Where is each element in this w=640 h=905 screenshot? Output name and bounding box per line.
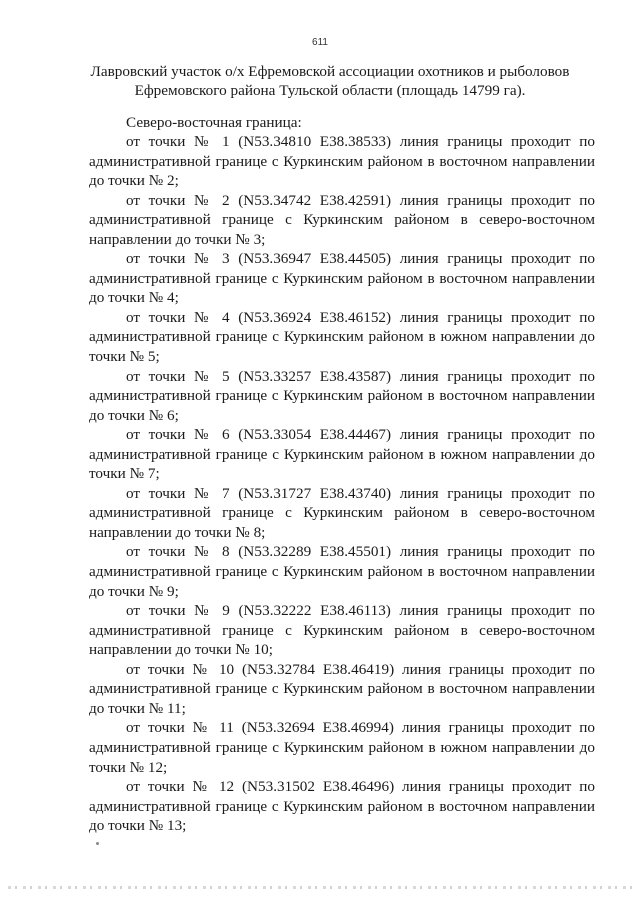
boundary-paragraph: от точки № 9 (N53.32222 E38.46113) линия границы проходит по административной границе с Куркинским районом в северо-восточном направлении до точки № 10;: [89, 602, 595, 659]
boundary-paragraph: от точки № 10 (N53.32784 E38.46419) линия границы проходит по административной границе с Куркинским районом в восточном направлении до точки № 11;: [89, 660, 595, 717]
boundary-paragraph: от точки № 6 (N53.33054 E38.44467) линия границы проходит по административной границе с Куркинским районом в южном направлении до точки № 7;: [89, 426, 595, 483]
boundary-description: [89, 132, 595, 836]
scan-speck: [96, 842, 99, 845]
boundary-paragraph: от точки № 12 (N53.31502 E38.46496) линия границы проходит по административной границе с Куркинским районом в восточном направлении до точки № 13;: [89, 778, 595, 835]
boundary-paragraph: от точки № 4 (N53.36924 E38.46152) линия границы проходит по административной границе с Куркинским районом в южном направлении до точки № 5;: [89, 308, 595, 366]
section-heading: Северо-восточная граница:: [126, 114, 302, 131]
boundary-paragraph: от точки № 7 (N53.31727 E38.43740) линия границы проходит по административной границе с Куркинским районом в северо-восточном направлении до точки № 8;: [89, 484, 595, 541]
boundary-paragraph: от точки № 1 (N53.34810 E38.38533) линия границы проходит по административной границе с Куркинским районом в восточном направлении до точки № 2;: [89, 133, 595, 190]
page-number: 611: [312, 37, 328, 48]
boundary-paragraph: от точки № 8 (N53.32289 E38.45501) линия границы проходит по административной границе с Куркинским районом в восточном направлении до точки № 9;: [89, 543, 595, 600]
boundary-paragraph: от точки № 3 (N53.36947 E38.44505) линия границы проходит по административной границе с Куркинским районом в восточном направлении до точки № 4;: [89, 250, 595, 307]
scan-edge-artifact: [8, 886, 632, 889]
boundary-paragraph: от точки № 2 (N53.34742 E38.42591) линия границы проходит по административной границе с Куркинским районом в северо-восточном направлении до точки № 3;: [89, 191, 595, 248]
document-title: [60, 62, 600, 100]
title-line: Лавровский участок о/х Ефремовской ассоциации охотников и рыболовов: [90, 63, 570, 80]
boundary-paragraph: от точки № 5 (N53.33257 E38.43587) линия границы проходит по административной границе с Куркинским районом в восточном направлении до точки № 6;: [89, 367, 595, 424]
title-line: Ефремовского района Тульской области (площадь 14799 га).: [134, 82, 526, 99]
boundary-paragraph: от точки № 11 (N53.32694 E38.46994) линия границы проходит по административной границе с Куркинским районом в южном направлении до точки № 12;: [89, 719, 595, 776]
